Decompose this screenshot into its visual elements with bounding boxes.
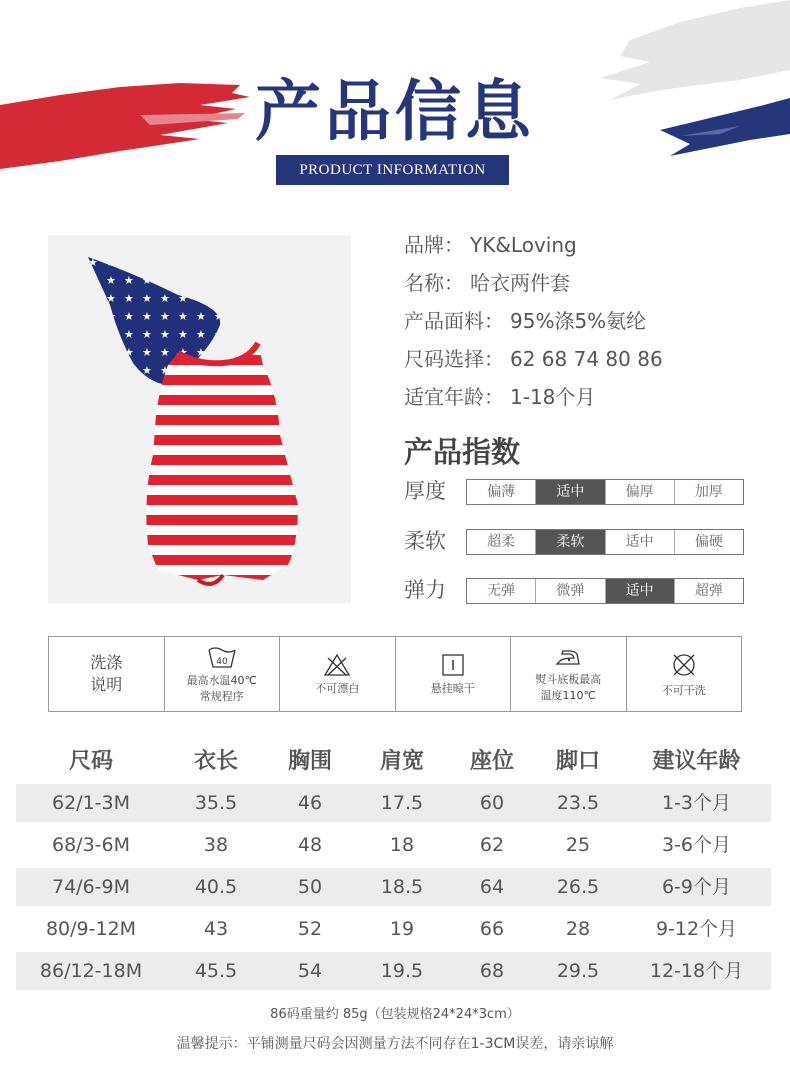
- info-row-brand: 品牌： YK&Loving: [404, 233, 577, 257]
- scale-option: 无弹: [467, 579, 536, 603]
- page-subtitle: PRODUCT INFORMATION: [276, 155, 509, 185]
- table-row: 62/1-3M 35.5 46 17.5 60 23.5 1-3个月: [16, 784, 771, 822]
- scale-option-selected: 柔软: [536, 530, 605, 554]
- size-table: [16, 740, 771, 994]
- scale-label: 厚度: [404, 479, 446, 503]
- info-row-fabric: 产品面料： 95%涤5%氨纶: [404, 309, 647, 333]
- product-info-list: [404, 226, 669, 416]
- no-dry-clean-icon: [670, 651, 698, 679]
- index-title: 产品指数: [404, 435, 521, 469]
- scale-option: 偏硬: [694, 534, 723, 550]
- table-row: 80/9-12M 43 52 19 66 28 9-12个月: [45, 918, 738, 940]
- scale-option: 偏薄: [467, 480, 536, 504]
- scale-option-selected: 适中: [536, 480, 605, 504]
- iron-icon: [553, 646, 583, 668]
- scale-label: 柔软: [404, 529, 446, 553]
- scale-bar: [466, 529, 744, 555]
- scale-option: 超弹: [694, 583, 723, 599]
- scale-option: 加厚: [694, 484, 723, 500]
- info-row-name: 名称： 哈衣两件套: [404, 271, 570, 295]
- no-bleach-icon: [323, 653, 351, 677]
- weight-note: 86码重量约 85g（包装规格24*24*3cm）: [270, 1007, 520, 1022]
- page-title: 产品信息: [255, 73, 535, 150]
- wash-item-no-bleach: 不可漂白: [280, 637, 396, 711]
- scale-option: 适中: [606, 530, 675, 554]
- romper-illustration: [48, 235, 351, 603]
- wash-instructions: [48, 636, 742, 712]
- measurement-tip: 温馨提示：平铺测量尺码会因测量方法不同存在1-3CM误差，请亲谅解: [176, 1036, 614, 1052]
- scale-option: 微弹: [536, 579, 605, 603]
- wash-item-40: 40 最高水温40℃ 常规程序: [165, 637, 281, 711]
- scale-bar: [466, 578, 744, 604]
- table-row: 74/6-9M 40.5 50 18.5 64 26.5 6-9个月: [16, 868, 771, 906]
- wash-item-iron: 熨斗底板最高 温度110℃: [511, 637, 627, 711]
- info-row-sizes: 尺码选择： 62 68 74 80 86: [404, 347, 663, 371]
- wash-40-icon: [207, 645, 237, 669]
- table-row: 68/3-6M 38 48 18 62 25 3-6个月: [51, 834, 732, 856]
- table-row: 86/12-18M 45.5 54 19.5 68 29.5 12-18个月: [16, 952, 771, 990]
- info-row-age: 适宜年龄： 1-18个月: [404, 385, 596, 409]
- svg-text:40: 40: [216, 656, 228, 667]
- scale-option: 超柔: [467, 530, 536, 554]
- scale-option-selected: 适中: [606, 579, 675, 603]
- wash-item-no-dry-clean: 不可干洗: [627, 637, 742, 711]
- hang-dry-icon: [441, 653, 465, 677]
- size-table-header: 尺码 衣长 胸围 肩宽 座位 脚口 建议年龄: [68, 749, 741, 774]
- scale-option: 偏厚: [606, 480, 675, 504]
- scale-label: 弹力: [404, 578, 446, 602]
- wash-item-hang-dry: 悬挂晾干: [396, 637, 512, 711]
- wash-heading: 洗涤 说明: [49, 637, 165, 711]
- product-photo: [48, 235, 351, 603]
- scale-bar: [466, 479, 744, 505]
